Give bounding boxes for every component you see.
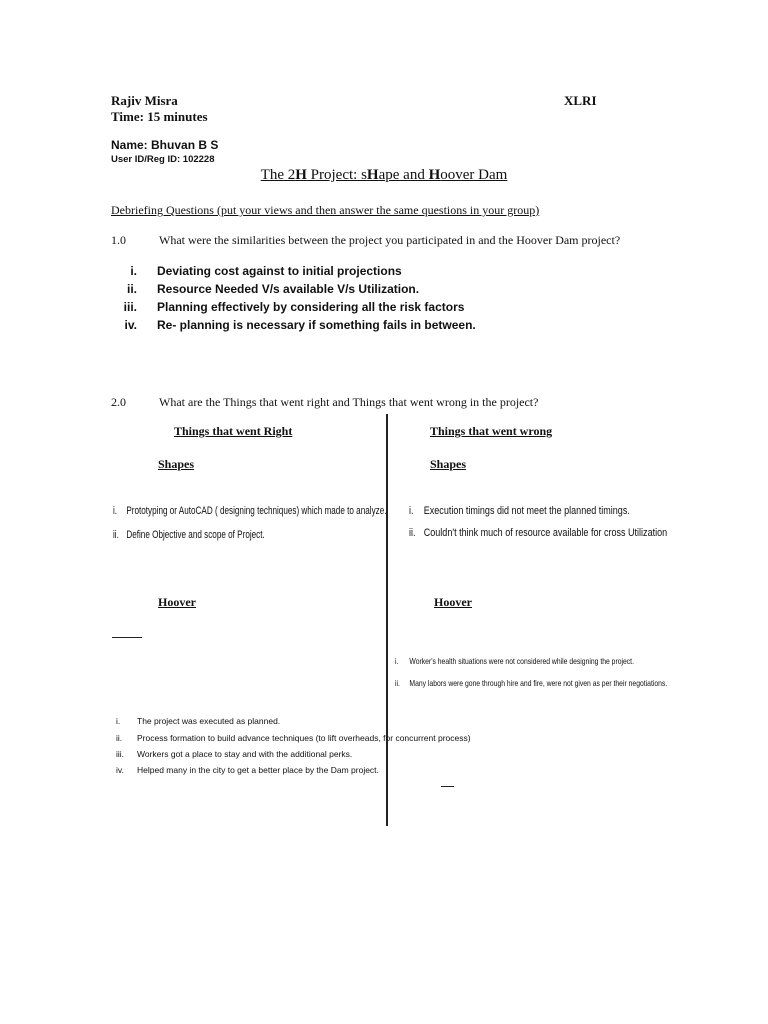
question-number: 1.0 <box>111 233 126 247</box>
organization: XLRI <box>564 93 597 108</box>
dash-mark <box>441 786 454 787</box>
hoover-label: Hoover <box>158 595 196 609</box>
dash-mark <box>112 637 142 638</box>
list-item: iv. Helped many in the city to get a better place by the Dam project. <box>116 765 379 775</box>
time-limit: Time: 15 minutes <box>111 109 208 124</box>
shapes-label: Shapes <box>158 457 195 471</box>
hoover-label: Hoover <box>434 595 472 609</box>
section-heading: Debriefing Questions (put your views and then answer the same questions in your group) <box>111 203 540 217</box>
list-item: iv. Re- planning is necessary if something fails in between. <box>124 318 476 332</box>
author-name: Rajiv Misra <box>111 93 178 108</box>
list-item: i. Prototyping or AutoCAD ( designing techniques) which made to analyze. <box>113 505 387 517</box>
list-item: i. Execution timings did not meet the planned timings. <box>409 505 630 517</box>
student-name: Name: Bhuvan B S <box>111 138 219 152</box>
list-item: iii. Workers got a place to stay and with the additional perks. <box>116 749 353 759</box>
right-column-heading: Things that went Right <box>174 424 293 438</box>
question-text: What are the Things that went right and Things that went wrong in the project? <box>159 395 539 409</box>
list-item: i. Deviating cost against to initial projections <box>130 264 402 278</box>
list-item: ii. Couldn't think much of resource available for cross Utilization <box>409 527 668 539</box>
list-item: i. The project was executed as planned. <box>116 716 281 726</box>
list-item: ii. Many labors were gone through hire and fire, were not given as per their negotiations. <box>395 678 668 688</box>
student-id: User ID/Reg ID: 102228 <box>111 154 215 165</box>
list-item: ii. Define Objective and scope of Project. <box>113 529 265 541</box>
document-title: The 2H Project: sHape and Hoover Dam <box>260 167 508 183</box>
question-text: What were the similarities between the project you participated in and the Hoover Dam project? <box>159 233 621 247</box>
shapes-label: Shapes <box>430 457 467 471</box>
list-item: i. Worker's health situations were not considered while designing the project. <box>395 656 634 666</box>
question-number: 2.0 <box>111 395 126 409</box>
list-item: ii. Resource Needed V/s available V/s Utilization. <box>126 282 420 296</box>
list-item: ii. Process formation to build advance techniques (to lift overheads, for concurrent process) <box>116 733 471 743</box>
wrong-column-heading: Things that went wrong <box>430 424 553 438</box>
column-divider <box>386 414 388 826</box>
list-item: iii. Planning effectively by considering all the risk factors <box>123 300 465 314</box>
